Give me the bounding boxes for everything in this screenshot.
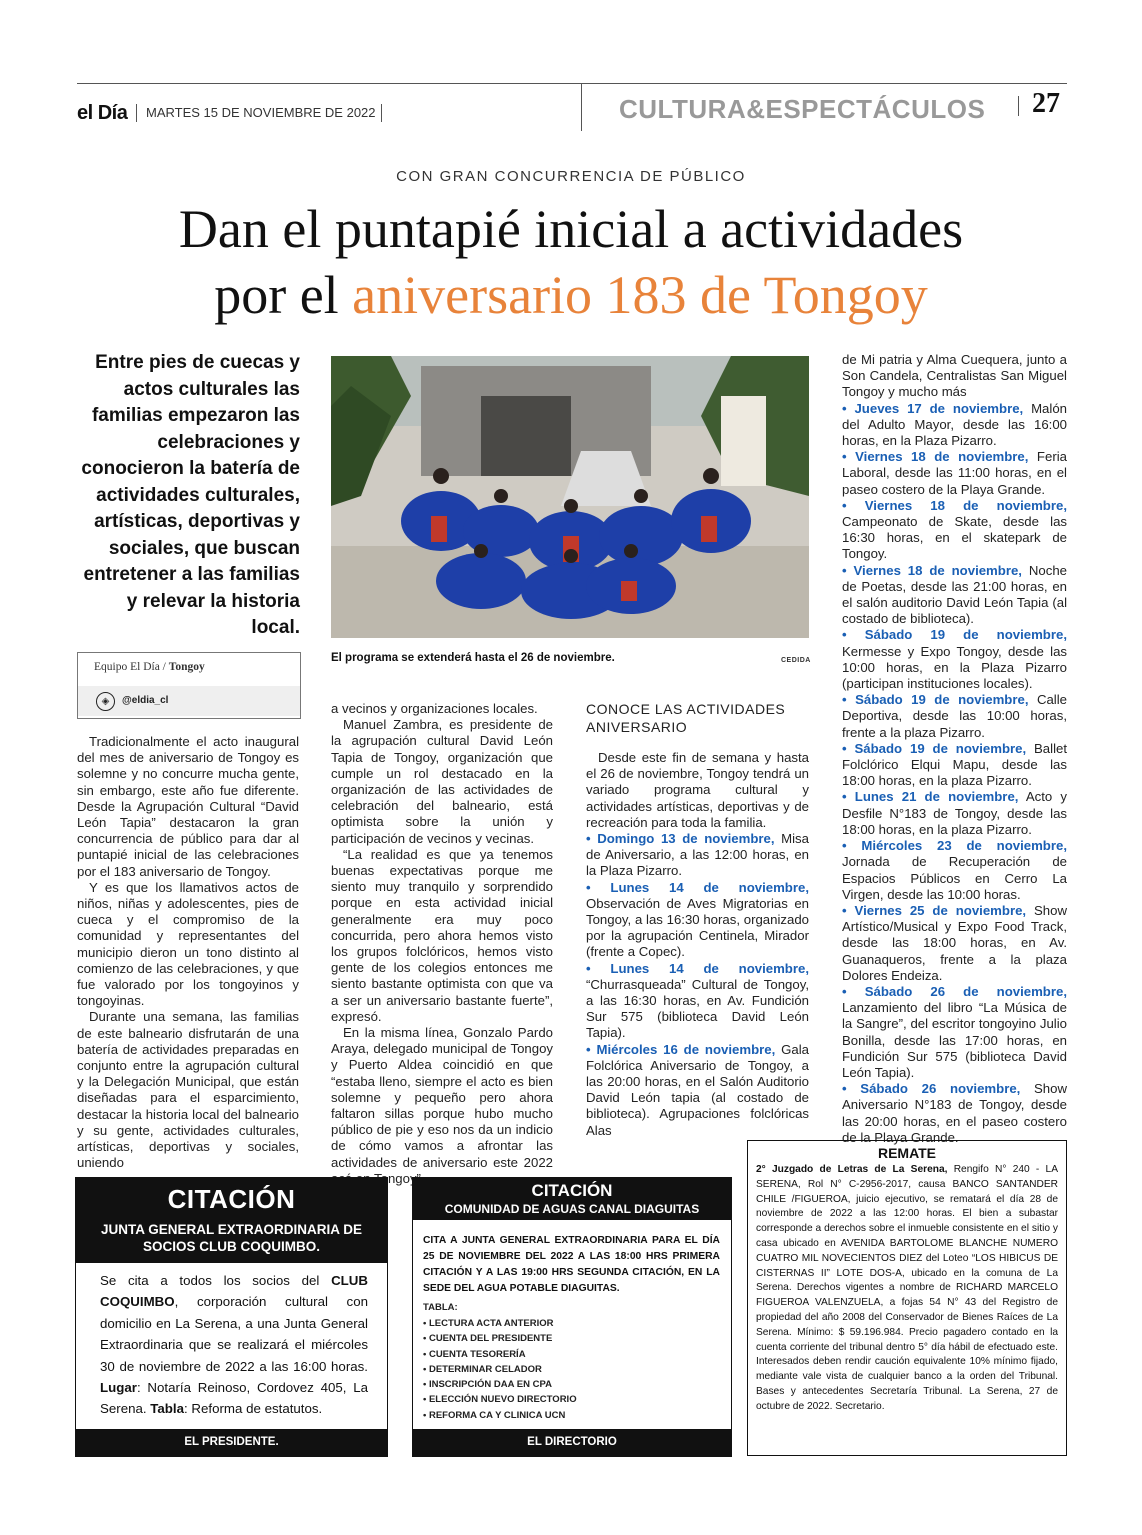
list-item: • DETERMINAR CELADOR	[423, 1363, 542, 1375]
ad-tabla-label: TABLA:	[423, 1302, 458, 1313]
paragraph: Y es que los llamativos actos de niños, niñas y adolescentes, pies de cueca y el compromiso de la comunidad y representantes del municipio dieron un tono distinto al comienzo de las celebraciones, y que fue valorado por los tongoyinos y tongoyinas.	[77, 879, 299, 1009]
headline-line2	[0, 262, 1142, 328]
ad-header	[76, 1178, 387, 1263]
ad-tabla-list	[423, 1316, 713, 1423]
section-title: CULTURA&ESPECTÁCULOS	[619, 94, 986, 124]
ad-body-text: Se cita a todos los socios del	[100, 1273, 332, 1288]
twitter-icon: ◈	[96, 692, 115, 711]
activity-date: • Viernes 18 de noviembre,	[842, 449, 1029, 465]
activities-title: CONOCE LAS ACTIVIDADES ANIVERSARIO	[586, 701, 786, 735]
ad-body-club: CLUB COQUIMBO	[100, 1273, 368, 1310]
activity-text: Show Aniversario N°183 de Tongoy, desde las 20:00 horas, en el paseo costero de la Playa Grande.	[842, 1081, 1067, 1145]
social-row	[78, 686, 300, 716]
divider	[136, 104, 137, 122]
activity-date: • Sábado 19 de noviembre,	[842, 692, 1029, 708]
ad-header	[413, 1178, 731, 1220]
paragraph: “La realidad es que ya tenemos buenas expectativas porque me siento muy tranquilo y sorprendido porque en esta actividad inicial generalmente era muy poco concurrida, pero ahora hemos visto los grupos folclóricos, hemos visto gente de los colegios entonces me siento bastante optimista con que va a ser un aniversario bastante fuerte”, expresó.	[331, 846, 553, 1024]
masthead: el Día	[77, 102, 128, 124]
list-item: • CUENTA TESORERÍA	[423, 1348, 526, 1360]
headline-accent: aniversario 183 de Tongoy	[352, 265, 928, 325]
ad-citacion-canal-diaguitas	[412, 1177, 732, 1457]
activity-text: Noche de Poetas, desde las 21:00 horas, en el salón auditorio David León Tapia (al costado de biblioteca).	[842, 562, 1067, 627]
activity-item	[842, 401, 1067, 450]
ad-subtitle: JUNTA GENERAL EXTRAORDINARIA DE SOCIOS CLUB COQUIMBO.	[100, 1222, 362, 1254]
activity-item	[842, 838, 1067, 903]
divider	[581, 83, 582, 131]
activity-date: • Sábado 26 de noviembre,	[842, 983, 1067, 999]
activity-text: Campeonato de Skate, desde las 16:30 horas, en el skatepark de Tongoy.	[842, 514, 1067, 562]
list-item: • ELECCIÓN NUEVO DIRECTORIO	[423, 1394, 577, 1406]
activity-text: Kermesse y Expo Tongoy, desde las 10:00 horas, en la Plaza Pizarro (participan instituciones locales).	[842, 643, 1067, 692]
activity-item	[586, 1042, 809, 1139]
activity-text: Acto y Desfile N°183 de Tongoy, desde las 18:00 horas, en la plaza Pizarro.	[842, 789, 1067, 837]
activity-text: Gala Folclórica Aniversario de Tongoy, a las 20:00 horas, en el Salón Auditorio David León tapia (al costado de biblioteca). Agrupaciones folclóricas Alas	[586, 1041, 809, 1138]
ad-body: CITA A JUNTA GENERAL EXTRAORDINARIA PARA EL DÍA 25 DE NOVIEMBRE DEL 2022 A LAS 18:00 HRS PRIMERA CITACIÓN Y A LAS 19:00 HRS SEGUNDA CITACIÓN, EN LA SEDE DEL AGUA POTABLE DIAGUITAS.	[423, 1235, 720, 1294]
ad-body	[756, 1163, 1058, 1415]
activity-text: Observación de Aves Migratorias en Tongoy, a las 16:30 horas, organizado por la agrupación Centinela, Mirador (frente a Copec).	[586, 895, 809, 960]
activity-item	[586, 880, 809, 961]
divider	[381, 104, 382, 122]
ad-citacion-club-coquimbo	[75, 1177, 388, 1457]
activity-item	[842, 563, 1067, 628]
activity-date: • Sábado 19 de noviembre,	[842, 740, 1027, 756]
list-item: • LECTURA ACTA ANTERIOR	[423, 1318, 554, 1329]
activity-date: • Lunes 14 de noviembre,	[586, 960, 809, 976]
activity-item	[842, 984, 1067, 1081]
activity-date: • Domingo 13 de noviembre,	[586, 831, 775, 847]
ad-lugar-label: Lugar	[100, 1380, 137, 1396]
article-column-3	[586, 700, 809, 1139]
ad-body-text: , corporación cultural con domicilio en La Serena, a una Junta General Extraordinaria que se realizará el miércoles 30 de noviembre de 2022 a las 16:00 horas.	[100, 1294, 368, 1374]
activity-item	[842, 692, 1067, 741]
paragraph: En la misma línea, Gonzalo Pardo Araya, delegado municipal de Tongoy y Puerto Aldea coincidió en que “estaba lleno, siempre el acto es bien solemne y pequeño pero ahora faltaron sillas porque hubo mucho público de pie y eso nos da un indicio de cómo vamos a afrontar las actividades de aniversario este 2022 Tongoy”.	[331, 1025, 553, 1186]
activity-text: Misa de Aniversario, a las 12:00 horas, en la Plaza Pizarro.	[586, 831, 809, 879]
activity-text: Calle Deportiva, desde las 10:00 horas, frente a la plaza Pizarro.	[842, 692, 1067, 740]
ad-remate	[747, 1140, 1067, 1456]
byline	[94, 661, 205, 673]
paragraph: de Mi patria y Alma Cuequera, junto a Son Candela, Centralistas San Miguel Tongoy y mucho más	[842, 352, 1067, 400]
ad-lugar-text: : Notaría Reinoso, Cordovez 405, La Serena.	[100, 1380, 368, 1417]
ad-tabla-text: : Reforma de estatutos.	[184, 1401, 323, 1417]
activity-item	[842, 903, 1067, 984]
activity-date: • Sábado 26 noviembre,	[842, 1081, 1021, 1097]
ad-title: REMATE	[877, 1145, 937, 1161]
activity-date: • Miércoles 16 de noviembre,	[586, 1041, 776, 1057]
ad-footer: EL PRESIDENTE.	[76, 1429, 387, 1456]
activity-date: • Viernes 25 de noviembre,	[842, 902, 1027, 918]
activity-item	[842, 498, 1067, 563]
paragraph: Desde este fin de semana y hasta el 26 de noviembre, Tongoy tendrá un variado programa cultural y actividades artísticas, deportivas y de recreación para toda la familia.	[586, 750, 809, 830]
top-rule	[77, 83, 1067, 84]
activity-text: Ballet Folclórico Elqui Mapu, desde las 18:00 horas, en la plaza Pizarro.	[842, 740, 1067, 789]
photo-caption: El programa se extenderá hasta el 26 de noviembre.	[331, 652, 615, 664]
byline-team: Equipo El Día /	[94, 661, 166, 673]
activity-item	[842, 789, 1067, 838]
ad-footer: EL DIRECTORIO	[413, 1429, 731, 1456]
activity-text: Feria Laboral, desde las 11:00 horas, en el paseo costero de la Playa Grande.	[842, 449, 1067, 497]
issue-date: MARTES 15 DE NOVIEMBRE DE 2022	[146, 105, 376, 120]
photo-credit: CEDIDA	[781, 657, 811, 664]
kicker: CON GRAN CONCURRENCIA DE PÚBLICO	[396, 168, 746, 185]
paragraph: Durante una semana, las familias de este balneario disfrutarán de una batería de actividades preparadas en conjunto entre la agrupación cultural y la Delegación Municipal, que están diseñadas para el esparcimiento, destacar la historia local del balneario y su gente, actividades culturales, artísticas, deportivas y sociales, uniendo	[77, 1009, 299, 1171]
paragraph: Manuel Zambra, es presidente de la agrupación cultural David León Tapia de Tongoy, organización que cumple un rol destacado en la organización de las actividades de celebración del balneario, está optimista sobre la unión y participación de vecinos y vecinas.	[331, 717, 553, 846]
byline-place: Tongoy	[168, 661, 205, 673]
ad-body-text: Rengifo N° 240 - LA SERENA, Rol N° C-2956-2017, causa BANCO SANTANDER CHILE /FIGUEROA, juicio ejecutivo, se rematará el día 28 de noviembre de 2022 a las 12:00 horas. El bien a subastar corresponde a derechos sobre el inmueble consistente en el sitio y casa ubicado en AVENIDA BARTOLOME BLANCHE NUMERO CUATRO MIL NOVECIENTOS DIEZ del Loteo “LOS HIBICUS DE CISTERNAS II” LOTE DOS-A, ubicado en la comuna de La Serena. Derechos vigentes a nombre de RICHARD MARCELO FIGUEROA VALENZUELA, a fojas 54 N° 43 del Registro de propiedad del año 2008 del Conservador de Bienes Raíces de La Serena. Mínimo: $ 59.196.984. Precio pagadero contado en la cuenta corriente del tribunal dentro 5° día hábil de efectuado este. Interesados deben rendir caución equivalente 10% mínimo fijado, mediante vale vista de cualquier banco a la orden del Tribunal. Bases y antecedentes Secretaría Tribunal. La Serena, 27 de octubre de 2022. Secretario.	[756, 1164, 1058, 1412]
lede: Entre pies de cuecas y actos culturales las familias empezaron las celebraciones y conocieron la batería de actividades culturales, artísticas, deportivas y sociales, que buscan entretener a las familias y relevar la historia local.	[81, 352, 300, 638]
activity-item	[842, 1081, 1067, 1146]
activity-text: Show Artístico/Musical y Expo Food Track, desde las 18:00 horas, en Av. Guanaqueros, frente a la plaza Dolores Endeiza.	[842, 902, 1067, 983]
dancers-photo-illustration	[331, 356, 809, 638]
headline	[0, 196, 1142, 328]
social-handle: @eldia_cl	[122, 695, 169, 706]
paragraph: Tradicionalmente el acto inaugural del mes de aniversario de Tongoy es solemne y no concurre mucha gente, sin embargo, este año fue diferente. Desde la Agrupación Cultural “David León Tapia” destacaron la gran concurrencia de público para dar al puntapié inicial de las celebraciones por el 183 aniversario de Tongoy.	[77, 734, 299, 879]
divider	[1018, 96, 1019, 116]
ad-subtitle: COMUNIDAD DE AGUAS CANAL DIAGUITAS	[444, 1202, 700, 1216]
list-item: • REFORMA CA Y CLINICA UCN	[423, 1409, 566, 1421]
activity-text: “Churrasqueada” Cultural de Tongoy, a las 16:30 horas, en Av. Fundición Sur 575 (biblioteca David León Tapia).	[586, 976, 809, 1041]
activity-text: Jornada de Recuperación de Espacios Públicos en Cerro La Virgen, desde las 10:00 horas.	[842, 854, 1067, 902]
activity-item	[586, 831, 809, 880]
article-photo	[331, 356, 809, 638]
paragraph: a vecinos y organizaciones locales.	[331, 701, 538, 716]
headline-line1: Dan el puntapié inicial a actividades	[178, 199, 964, 259]
page-number: 27	[1032, 88, 1060, 119]
ad-court: 2° Juzgado de Letras de La Serena,	[756, 1164, 948, 1175]
activity-item	[842, 741, 1067, 790]
list-item: • CUENTA DEL PRESIDENTE	[423, 1333, 553, 1345]
ad-body	[100, 1270, 368, 1420]
article-column-4	[842, 352, 1067, 1146]
list-item: • INSCRIPCIÓN DAA EN CPA	[423, 1379, 552, 1391]
activity-date: • Lunes 21 de noviembre,	[842, 789, 1019, 805]
activity-text: Lanzamiento del libro “La Música de la Sangre”, del escritor tongoyino Julio Bonilla, desde las 17:00 horas, en Fundición Sur 575 (biblioteca David León Tapia).	[842, 1000, 1067, 1080]
article-column-1	[77, 734, 299, 1171]
activity-item	[842, 449, 1067, 498]
article-column-2	[331, 701, 553, 1187]
activity-date: • Viernes 18 de noviembre,	[842, 562, 1022, 578]
activity-date: • Viernes 18 de noviembre,	[842, 497, 1067, 513]
ad-tabla-label: Tabla	[150, 1401, 185, 1417]
byline-box	[77, 652, 301, 719]
activity-item	[586, 961, 809, 1042]
activity-text: Malón del Adulto Mayor, desde las 16:00 horas, en la Plaza Pizarro.	[842, 400, 1067, 449]
activity-date: • Lunes 14 de noviembre,	[586, 879, 809, 895]
headline-plain: por el	[214, 265, 353, 325]
activity-date: • Sábado 19 de noviembre,	[842, 627, 1067, 643]
activity-item	[842, 627, 1067, 692]
activity-date: • Jueves 17 de noviembre,	[842, 400, 1024, 416]
ad-title: CITACIÓN	[531, 1181, 613, 1200]
ad-title: CITACIÓN	[167, 1184, 296, 1214]
activity-date: • Miércoles 23 de noviembre,	[842, 838, 1067, 854]
